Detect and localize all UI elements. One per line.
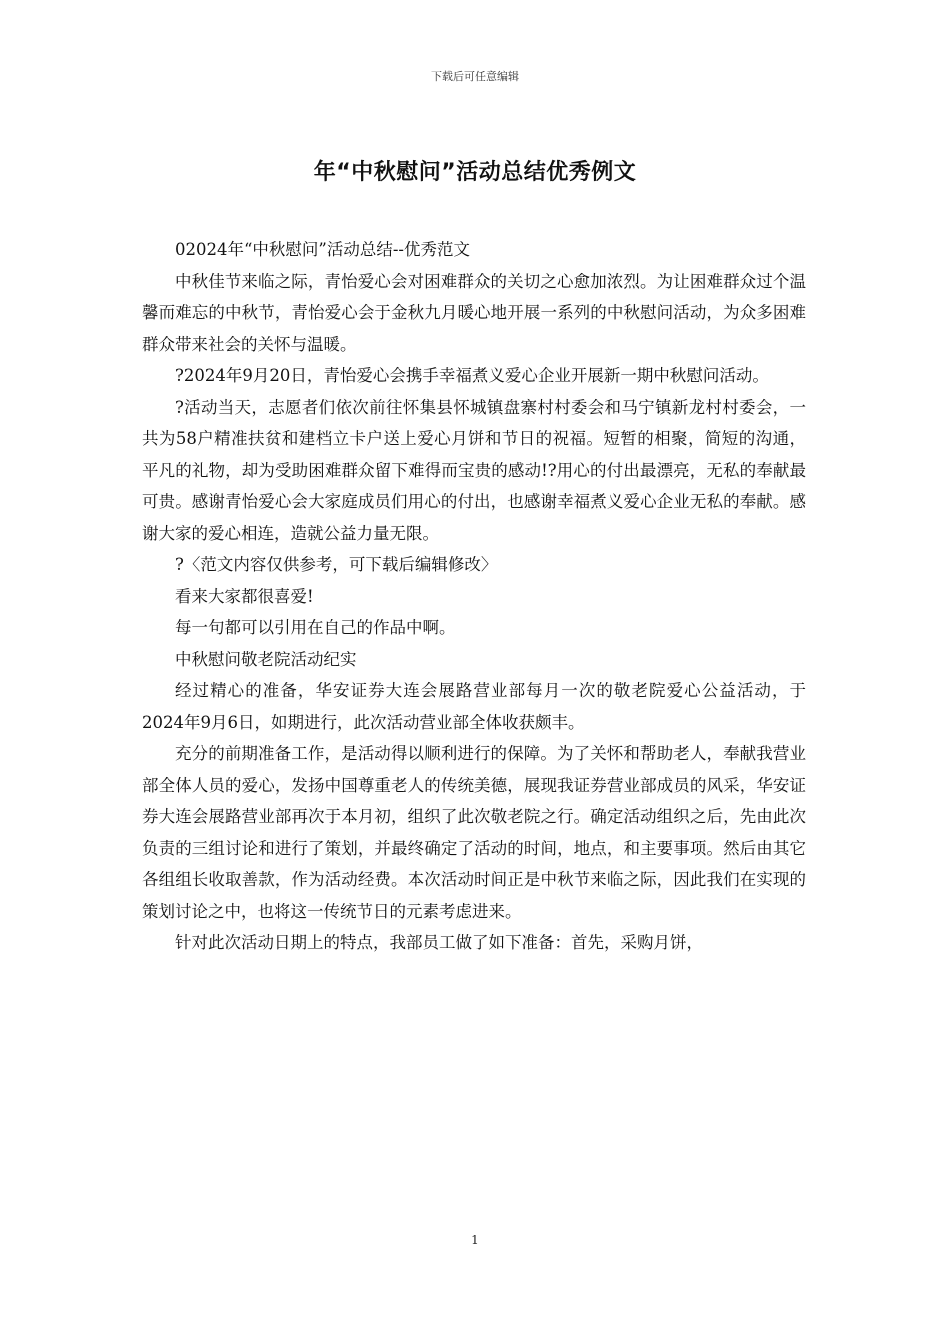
document-title: 年“中秋慰问”活动总结优秀例文 bbox=[313, 160, 637, 185]
paragraph: ?〈范文内容仅供参考，可下载后编辑修改〉 bbox=[175, 555, 498, 574]
header-note: 下载后可任意编辑 bbox=[431, 70, 519, 83]
paragraph: 02024年“中秋慰问”活动总结--优秀范文 bbox=[175, 240, 471, 259]
paragraph: 针对此次活动日期上的特点，我部员工做了如下准备：首先，采购月饼， bbox=[175, 933, 703, 952]
paragraph: 看来大家都很喜爱! bbox=[175, 586, 314, 606]
paragraph: ?2024年9月20日，青怡爱心会携手幸福煮义爱心企业开展新一期中秋慰问活动。 bbox=[175, 366, 769, 385]
document-body bbox=[142, 234, 806, 959]
paragraph: 充分的前期准备工作，是活动得以顺利进行的保障。为了关怀和帮助老人，奉献我营业部全体人员的爱心，发扬中国尊重老人的传统美德，展现我证券营业部成员的风采，华安证券大连会展路营业部再次于本月初，组织了此次敬老院之行。确定活动组织之后，先由此次负责的三组讨论和进行了策划，并最终确定了活动的时间，地点，和主要事项。然后由其它各组组长收取善款，作为活动经费。本次活动时间正是中秋节来临之际，因此我们在实现的策划讨论之中，也将这一传统节日的元素考虑进来。 bbox=[142, 744, 806, 921]
paragraph: ?活动当天，志愿者们依次前往怀集县怀城镇盘寨村村委会和马宁镇新龙村村委会，一共为58户精准扶贫和建档立卡户送上爱心月饼和节日的祝福。短暂的相聚，简短的沟通，平凡的礼物，却为受助困难群众留下难得而宝贵的感动!?用心的付出最漂亮，无私的奉献最可贵。感谢青怡爱心会大家庭成员们用心的付出，也感谢幸福煮义爱心企业无私的奉献。感谢大家的爱心相连，造就公益力量无限。 bbox=[142, 397, 806, 543]
paragraph: 中秋佳节来临之际，青怡爱心会对困难群众的关切之心愈加浓烈。为让困难群众过个温馨而难忘的中秋节，青怡爱心会于金秋九月暖心地开展一系列的中秋慰问活动，为众多困难群众带来社会的关怀与温暖。 bbox=[142, 271, 806, 354]
paragraph: 中秋慰问敬老院活动纪实 bbox=[175, 649, 357, 669]
page-number: 1 bbox=[471, 1233, 479, 1247]
paragraph: 每一句都可以引用在自己的作品中啊。 bbox=[175, 618, 456, 637]
paragraph: 经过精心的准备，华安证券大连会展路营业部每月一次的敬老院爱心公益活动，于2024年9月6日，如期进行，此次活动营业部全体收获颇丰。 bbox=[142, 681, 806, 732]
